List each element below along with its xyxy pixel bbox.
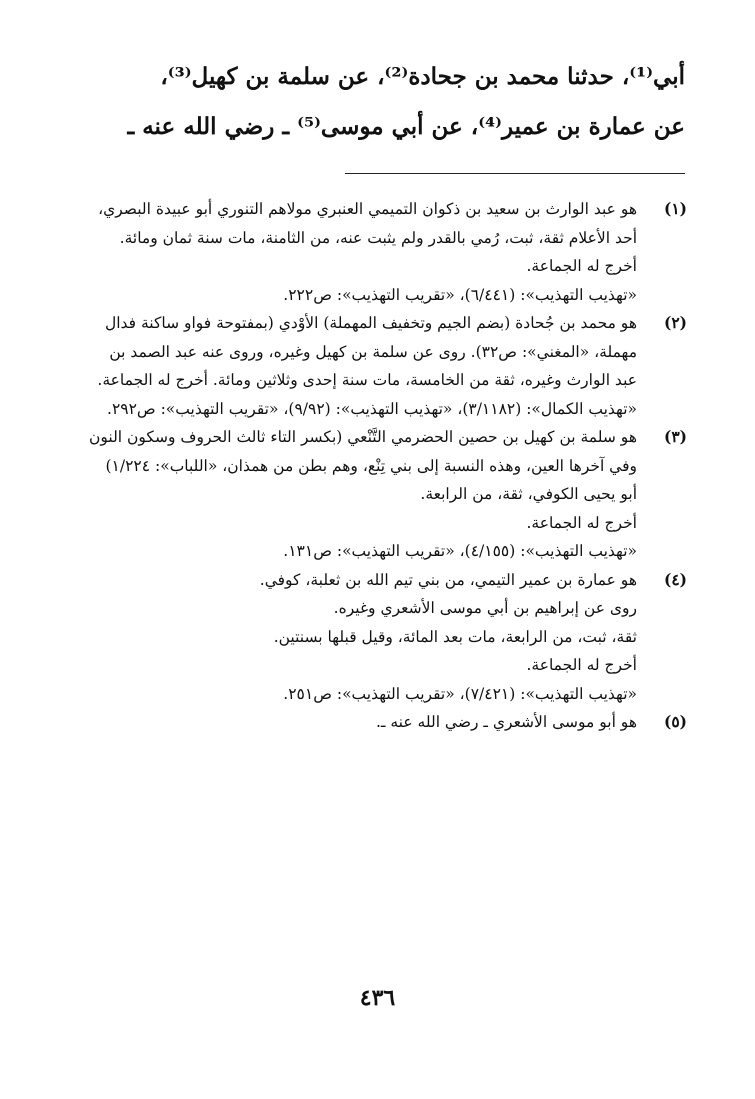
footnotes xyxy=(87,195,687,737)
footnote-3 xyxy=(87,423,687,566)
footnote-text: ثقة، ثبت، من الرابعة، مات بعد المائة، وقيل قبلها بسنتين. xyxy=(273,627,637,646)
main-text-line-1: أبي⁽¹⁾، حدثنا محمد بن جحادة⁽²⁾، عن سلمة بن كهيل⁽³⁾، xyxy=(160,63,685,90)
footnote-5 xyxy=(87,708,687,737)
footnote-reference: «تهذيب التهذيب»: (٧/٤٢١)، «تقريب التهذيب»: ص٢٥١. xyxy=(283,684,637,703)
page-number: ٤٣٦ xyxy=(359,985,396,1011)
footnote-text: روى عن إبراهيم بن أبي موسى الأشعري وغيره. xyxy=(333,599,637,617)
main-text-line-2: عن عمارة بن عمير⁽⁴⁾، عن أبي موسى⁽⁵⁾ ـ رضي الله عنه ـ xyxy=(127,113,685,140)
footnote-text: هو سلمة بن كهيل بن حصين الحضرمي التَّنْعي (بكسر التاء ثالث الحروف وسكون النون وفي آخرها العين، وهذه النسبة إلى بني تِنْع، وهم بطن من همذان، «اللباب»: ١/٢٢٤) أبو يحيى الكوفي، ثقة، من الرابعة. xyxy=(89,428,637,503)
footnote-number: (٥) xyxy=(663,712,687,731)
footnote-number: (١) xyxy=(663,199,687,218)
footnote-reference: «تهذيب الكمال»: (٣/١١٨٢)، «تهذيب التهذيب»: (٩/٩٢)، «تقريب التهذيب»: ص٢٩٢. xyxy=(107,399,637,418)
footnote-number: (٢) xyxy=(663,313,687,332)
footnote-text: هو عبد الوارث بن سعيد بن ذكوان التميمي العنبري مولاهم التنوري أبو عبيدة البصري، أحد الأعلام ثقة، ثبت، رُمي بالقدر ولم يثبت عنه، من الثامنة، مات سنة ثمان ومائة. أخرج له الجماعة. xyxy=(98,200,637,275)
footnote-text: أخرج له الجماعة. xyxy=(526,513,637,532)
footnote-2 xyxy=(87,309,687,423)
footnote-text: أخرج له الجماعة. xyxy=(526,656,637,674)
footnote-number: (٣) xyxy=(663,427,687,446)
footnote-separator xyxy=(345,173,685,174)
footnote-number: (٤) xyxy=(663,569,687,589)
footnote-reference: «تهذيب التهذيب»: (٤/١٥٥)، «تقريب التهذيب»: ص١٣١. xyxy=(283,542,637,560)
footnote-reference: «تهذيب التهذيب»: (٦/٤٤١)، «تقريب التهذيب»: ص٢٢٢. xyxy=(283,285,637,304)
footnote-text: هو عمارة بن عمير التيمي، من بني تيم الله بن ثعلبة، كوفي. xyxy=(259,570,637,589)
footnote-1 xyxy=(87,195,687,309)
main-text xyxy=(55,52,685,152)
footnote-text: هو محمد بن جُحادة (بضم الجيم وتخفيف المهملة) الأوْدي (بمفتوحة فواو ساكنة فدال مهملة، «المغني»: ص٣٢). روى عن سلمة بن كهيل وغيره، وروى عنه عبد الصمد بن عبد الوارث وغيره، ثقة من الخامسة، مات سنة إحدى وثلاثين ومائة. أخرج له الجماعة. xyxy=(97,314,637,389)
footnote-4 xyxy=(87,566,687,709)
footnote-text: هو أبو موسى الأشعري ـ رضي الله عنه ـ. xyxy=(375,713,637,731)
